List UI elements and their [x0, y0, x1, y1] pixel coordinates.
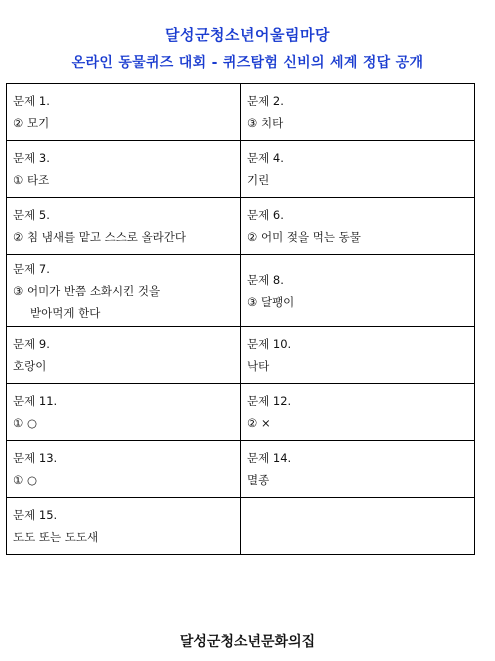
- answer-cell-10: [241, 327, 475, 384]
- answer-cell-5: [7, 198, 241, 255]
- question-label: 문제 5.: [13, 208, 50, 222]
- answer-cell-14: [241, 441, 475, 498]
- question-label: 문제 14.: [247, 451, 292, 465]
- table-row: [7, 327, 475, 384]
- question-label: 문제 6.: [247, 208, 284, 222]
- question-answer: ③ 어미가 반쯤 소화시킨 것을: [13, 283, 161, 298]
- question-label: 문제 8.: [247, 272, 284, 287]
- question-answer: ③ 달팽이: [247, 294, 295, 309]
- table-row: [7, 384, 475, 441]
- question-answer: ① ○: [13, 416, 37, 430]
- table-row: [7, 141, 475, 198]
- answer-table: [6, 83, 475, 555]
- question-label: 문제 4.: [247, 151, 284, 165]
- question-answer: ③ 치타: [247, 116, 284, 130]
- question-answer: 멸종: [247, 473, 270, 487]
- answer-cell-12: [241, 384, 475, 441]
- question-label: 문제 3.: [13, 151, 50, 165]
- question-answer: 낙타: [247, 359, 270, 373]
- question-answer: 기린: [247, 173, 270, 187]
- question-answer: ② ×: [247, 416, 271, 430]
- answer-cell-empty: [241, 498, 475, 555]
- answer-cell-4: [241, 141, 475, 198]
- question-label: 문제 12.: [247, 394, 292, 408]
- question-answer: ① 타조: [13, 173, 50, 187]
- table-row: [7, 198, 475, 255]
- table-row: [7, 498, 475, 555]
- answer-cell-15: [7, 498, 241, 555]
- table-row: [7, 441, 475, 498]
- answer-cell-7: [7, 255, 241, 327]
- answer-cell-9: [7, 327, 241, 384]
- question-label: 문제 7.: [13, 261, 50, 276]
- question-label: 문제 9.: [13, 337, 50, 351]
- answer-cell-1: [7, 84, 241, 141]
- page-title: 달성군청소년어울림마당: [165, 26, 330, 44]
- page-subtitle: 온라인 동물퀴즈 대회 - 퀴즈탐험 신비의 세계 정답 공개: [71, 55, 424, 71]
- question-label: 문제 10.: [247, 337, 292, 351]
- question-answer: 호랑이: [13, 359, 47, 373]
- question-answer: ① ○: [13, 473, 37, 487]
- question-answer: ② 어미 젖을 먹는 동물: [247, 230, 361, 244]
- answer-cell-2: [241, 84, 475, 141]
- question-label: 문제 13.: [13, 451, 58, 465]
- question-label: 문제 11.: [13, 394, 58, 408]
- question-answer: ② 모기: [13, 116, 50, 130]
- question-answer: 도도 또는 도도새: [13, 530, 99, 544]
- question-label: 문제 2.: [247, 94, 284, 108]
- table-row: [7, 255, 475, 327]
- table-row: [7, 84, 475, 141]
- question-label: 문제 1.: [13, 94, 50, 108]
- answer-cell-13: [7, 441, 241, 498]
- question-label: 문제 15.: [13, 508, 58, 522]
- answer-cell-11: [7, 384, 241, 441]
- question-answer-continued: 받아먹게 한다: [30, 305, 101, 320]
- answer-cell-3: [7, 141, 241, 198]
- answer-cell-8: [241, 255, 475, 327]
- footer-organization: 달성군청소년문화의집: [179, 634, 316, 650]
- answer-cell-6: [241, 198, 475, 255]
- question-answer: ② 침 냄새를 맡고 스스로 올라간다: [13, 230, 187, 244]
